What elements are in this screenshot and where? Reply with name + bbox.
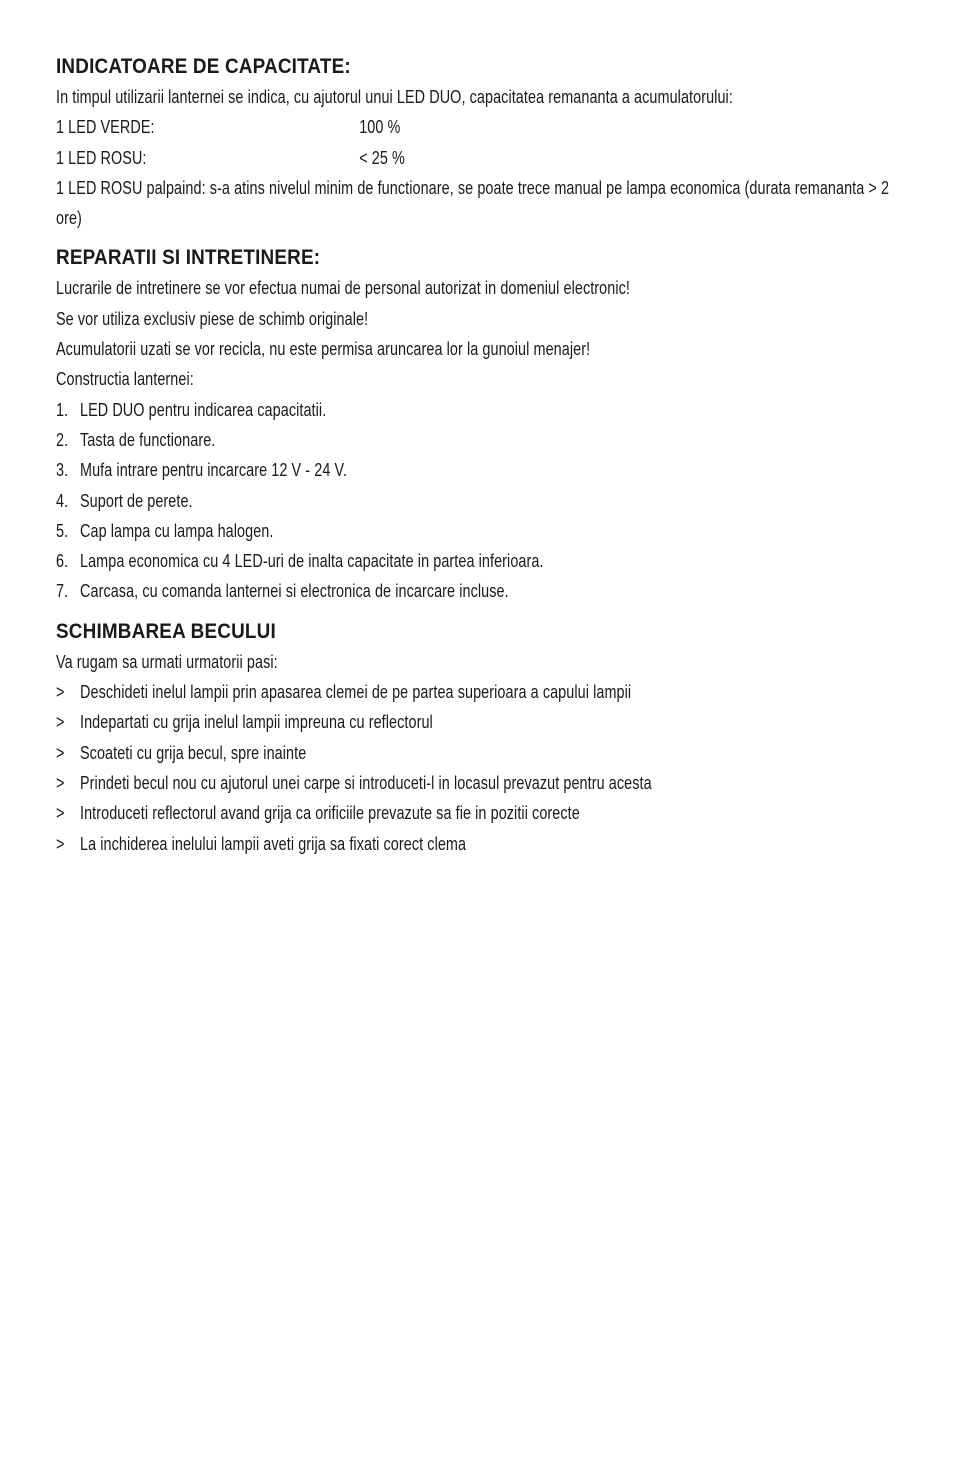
list-item	[56, 395, 744, 425]
list-text: Cap lampa cu lampa halogen.	[80, 520, 274, 541]
led-red-label: 1 LED ROSU:	[56, 147, 147, 168]
list-marker: 6.	[56, 551, 69, 572]
step-text: Scoateti cu grija becul, spre inainte	[80, 742, 307, 763]
repair-section	[56, 243, 916, 606]
led-green-value: 100 %	[359, 117, 401, 138]
document-page	[56, 52, 916, 859]
step-text: Deschideti inelul lampii prin apasarea clemei de pe partea superioara a capului lampii	[80, 682, 632, 703]
list-text: Lampa economica cu 4 LED-uri de inalta capacitate in partea inferioara.	[80, 551, 544, 572]
list-text: Carcasa, cu comanda lanternei si electronica de incarcare incluse.	[80, 581, 509, 602]
list-marker: 4.	[56, 490, 69, 511]
list-marker: 1.	[56, 399, 69, 420]
list-marker: 5.	[56, 520, 69, 541]
bulb-intro: Va rugam sa urmati urmatorii pasi:	[56, 651, 278, 672]
step-text: La inchiderea inelului lampii aveti grija sa fixati corect clema	[80, 833, 467, 854]
led-red-value: < 25 %	[359, 147, 405, 168]
list-marker: 7.	[56, 581, 69, 602]
capacity-intro: In timpul utilizarii lanternei se indica, cu ajutorul unui LED DUO, capacitatea remananta a acumulatorului:	[56, 87, 733, 107]
list-item	[56, 546, 744, 576]
step-item	[56, 768, 744, 798]
step-marker: >	[56, 682, 65, 703]
list-item	[56, 425, 744, 455]
step-text: Introduceti reflectorul avand grija ca orificiile prevazute sa fie in pozitii corecte	[80, 803, 580, 824]
bulb-heading: SCHIMBAREA BECULUI	[56, 619, 276, 643]
list-marker: 2.	[56, 429, 69, 450]
list-item	[56, 455, 744, 485]
list-text: LED DUO pentru indicarea capacitatii.	[80, 399, 327, 420]
repair-line-3: Acumulatorii uzati se vor recicla, nu este permisa aruncarea lor la gunoiul menajer!	[56, 339, 591, 360]
repair-line-1: Lucrarile de intretinere se vor efectua numai de personal autorizat in domeniul electronic!	[56, 278, 630, 299]
list-text: Mufa intrare pentru incarcare 12 V - 24 V.	[80, 460, 347, 481]
list-marker: 3.	[56, 460, 69, 481]
bulb-section	[56, 617, 916, 859]
led-green-row	[56, 112, 744, 142]
step-item	[56, 798, 744, 828]
list-item	[56, 486, 744, 516]
capacity-note: 1 LED ROSU palpaind: s-a atins nivelul minim de functionare, se poate trece manual pe lampa economica (durata remananta > 2 ore)	[56, 177, 890, 229]
step-item	[56, 738, 744, 768]
step-item	[56, 829, 744, 859]
step-item	[56, 677, 744, 707]
capacity-section	[56, 52, 916, 233]
step-marker: >	[56, 712, 65, 733]
step-marker: >	[56, 772, 65, 793]
led-red-row	[56, 143, 744, 173]
step-item	[56, 707, 744, 737]
list-text: Tasta de functionare.	[80, 429, 216, 450]
list-item	[56, 576, 744, 606]
capacity-heading: INDICATOARE DE CAPACITATE:	[56, 55, 351, 78]
repair-heading: REPARATII SI INTRETINERE:	[56, 246, 321, 270]
step-text: Indepartati cu grija inelul lampii impreuna cu reflectorul	[80, 712, 433, 733]
list-text: Suport de perete.	[80, 490, 193, 511]
step-marker: >	[56, 742, 65, 763]
step-text: Prindeti becul nou cu ajutorul unei carpe si introduceti-l in locasul prevazut pentru acesta	[80, 772, 652, 793]
list-item	[56, 516, 744, 546]
step-marker: >	[56, 803, 65, 824]
step-marker: >	[56, 833, 65, 854]
repair-line-2: Se vor utiliza exclusiv piese de schimb originale!	[56, 308, 369, 329]
construction-label: Constructia lanternei:	[56, 369, 194, 390]
led-green-label: 1 LED VERDE:	[56, 117, 155, 138]
